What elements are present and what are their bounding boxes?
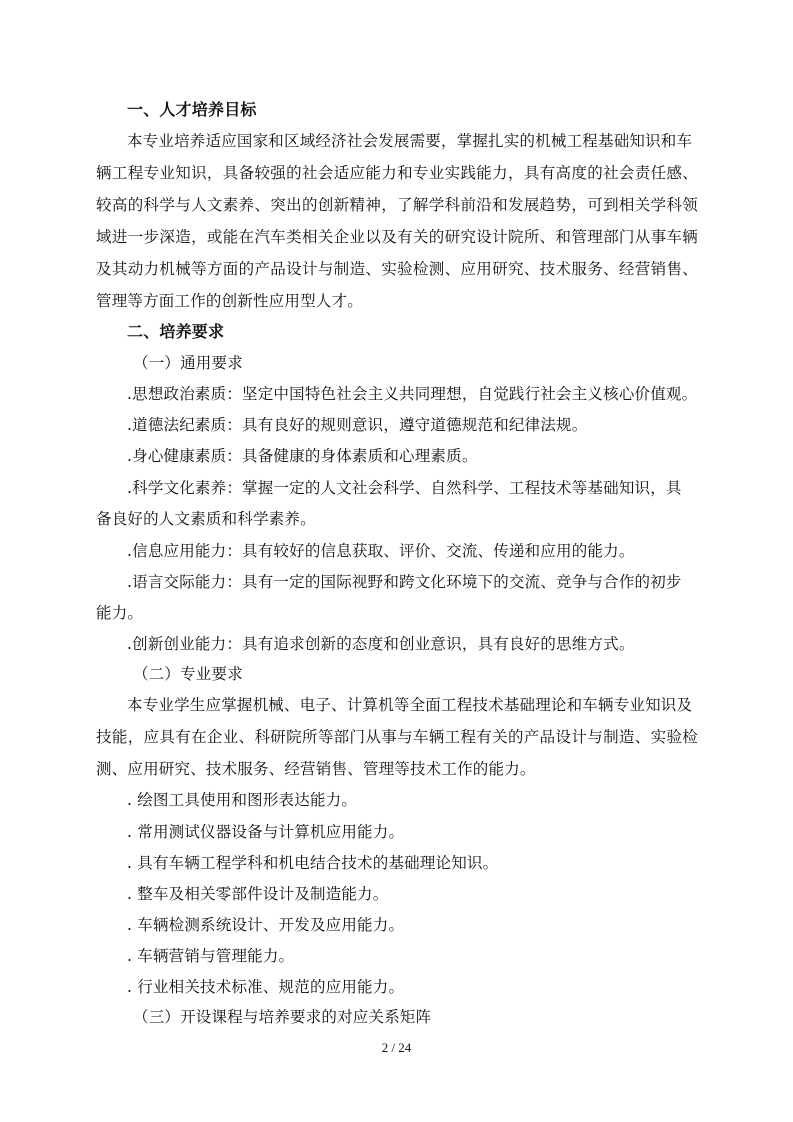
paragraph-line: 测、应用研究、技术服务、经营销售、管理等技术工作的能力。: [96, 760, 536, 778]
paragraph-line: 技能，应具有在企业、科研院所等部门从事与车辆工程有关的产品设计与制造、实验检: [96, 728, 698, 746]
list-item: .身心健康素质：具备健康的身体素质和心理素质。: [127, 447, 478, 465]
list-item: . 整车及相关零部件设计及制造能力。: [127, 885, 389, 903]
list-item: . 具有车辆工程学科和机电结合技术的基础理论知识。: [127, 854, 499, 872]
list-item: . 车辆检测系统设计、开发及应用能力。: [127, 916, 405, 934]
section-heading-talent-goal: 一、人才培养目标: [127, 100, 257, 119]
list-item: . 常用测试仪器设备与计算机应用能力。: [127, 823, 405, 841]
paragraph-line: 较高的科学与人文素养、突出的创新精神，了解学科前沿和发展趋势，可到相关学科领: [96, 196, 698, 214]
list-item: . 绘图工具使用和图形表达能力。: [127, 791, 358, 809]
list-item: . 行业相关技术标准、规范的应用能力。: [127, 978, 405, 996]
paragraph-line: 本专业培养适应国家和区域经济社会发展需要，掌握扎实的机械工程基础知识和车: [127, 132, 693, 150]
list-item: . 车辆营销与管理能力。: [127, 947, 295, 965]
paragraph-line: 管理等方面工作的创新性应用型人才。: [96, 292, 363, 310]
subsection-heading-professional: （二）专业要求: [133, 665, 243, 683]
list-item-continuation: 能力。: [96, 604, 144, 622]
section-heading-requirements: 二、培养要求: [127, 322, 225, 341]
subsection-heading-general: （一）通用要求: [133, 354, 243, 372]
paragraph-line: 及其动力机械等方面的产品设计与制造、实验检测、应用研究、技术服务、经营销售、: [96, 260, 698, 278]
list-item: .信息应用能力：具有较好的信息获取、评价、交流、传递和应用的能力。: [127, 542, 635, 560]
paragraph-line: 辆工程专业知识，具备较强的社会适应能力和专业实践能力，具有高度的社会责任感、: [96, 164, 698, 182]
list-item: .思想政治素质：坚定中国特色社会主义共同理想，自觉践行社会主义核心价值观。: [127, 385, 698, 403]
list-item: .语言交际能力：具有一定的国际视野和跨文化环境下的交流、竞争与合作的初步: [127, 573, 682, 591]
list-item: .道德法纪素质：具有良好的规则意识，遵守道德规范和纪律法规。: [127, 416, 588, 434]
paragraph-line: 本专业学生应掌握机械、电子、计算机等全面工程技术基础理论和车辆专业知识及: [127, 696, 693, 714]
list-item: .科学文化素养：掌握一定的人文社会科学、自然科学、工程技术等基础知识，具: [127, 479, 682, 497]
page-number: 2 / 24: [381, 1040, 412, 1055]
paragraph-line: 域进一步深造，或能在汽车类相关企业以及有关的研究设计院所、和管理部门从事车辆: [96, 228, 698, 246]
list-item: .创新创业能力：具有追求创新的态度和创业意识，具有良好的思维方式。: [127, 635, 635, 653]
subsection-heading-matrix: （三）开设课程与培养要求的对应关系矩阵: [133, 1008, 432, 1026]
list-item-continuation: 备良好的人文素质和科学素养。: [96, 510, 316, 528]
